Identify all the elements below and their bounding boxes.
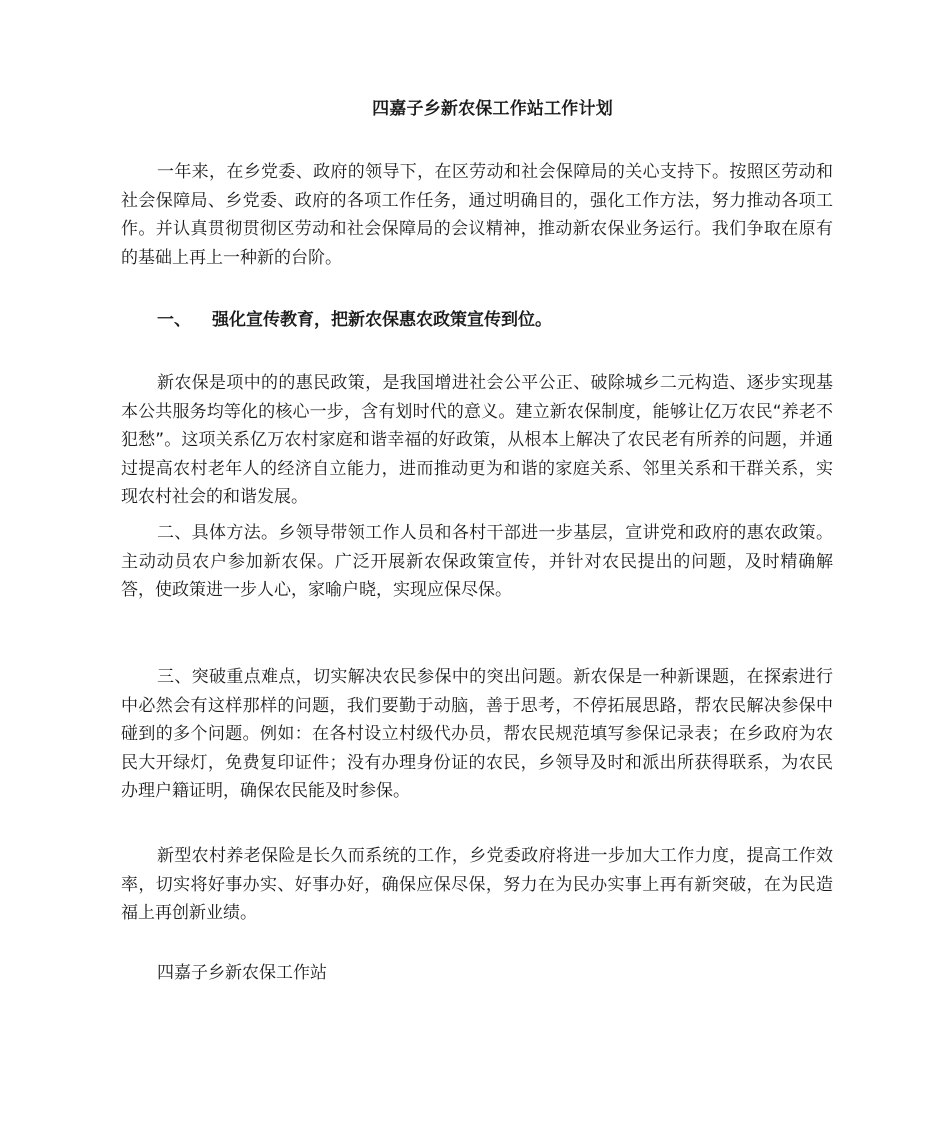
section-1-heading	[157, 308, 552, 332]
section-1-heading-text: 强化宣传教育，把新农保惠农政策宣传到位。	[212, 310, 552, 330]
conclusion-paragraph: 新型农村养老保险是长久而系统的工作，乡党委政府将进一步加大工作力度，提高工作效率，切实将好事办实、好事办好，确保应保尽保，努力在为民办实事上再有新突破，在为民造福上再创新业绩。	[121, 846, 833, 923]
signature: 四嘉子乡新农保工作站	[157, 963, 327, 983]
section-2-paragraph: 二、具体方法。乡领导带领工作人员和各村干部进一步基层，宣讲党和政府的惠农政策。主动动员农户参加新农保。广泛开展新农保政策宣传，并针对农民提出的问题，及时精确解答，使政策进一步人心，家喻户晓，实现应保尽保。	[121, 523, 833, 600]
section-3-paragraph: 三、突破重点难点，切实解决农民参保中的突出问题。新农保是一种新课题，在探索进行中必然会有这样那样的问题，我们要勤于动脑，善于思考，不停拓展思路，帮农民解决参保中碰到的多个问题。例如：在各村设立村级代办员，帮农民规范填写参保记录表；在乡政府为农民大开绿灯，免费复印证件；没有办理身份证的农民，乡领导及时和派出所获得联系，为农民办理户籍证明，确保农民能及时参保。	[121, 667, 833, 801]
section-1-number: 一、	[157, 310, 191, 330]
intro-paragraph: 一年来，在乡党委、政府的领导下，在区劳动和社会保障局的关心支持下。按照区劳动和社会保障局、乡党委、政府的各项工作任务，通过明确目的，强化工作方法，努力推动各项工作。并认真贯彻贯彻区劳动和社会保障局的会议精神，推动新农保业务运行。我们争取在原有的基础上再上一种新的台阶。	[121, 162, 833, 268]
document-title: 四嘉子乡新农保工作站工作计划	[372, 99, 613, 119]
section-1-body: 新农保是项中的的惠民政策，是我国增进社会公平公正、破除城乡二元构造、逐步实现基本公共服务均等化的核心一步，含有划时代的意义。建立新农保制度，能够让亿万农民“养老不犯愁”。这项关系亿万农村家庭和谐幸福的好政策，从根本上解决了农民老有所养的问题，并通过提高农村老年人的经济自立能力，进而推动更为和谐的家庭关系、邻里关系和干群关系，实现农村社会的和谐发展。	[121, 373, 833, 507]
